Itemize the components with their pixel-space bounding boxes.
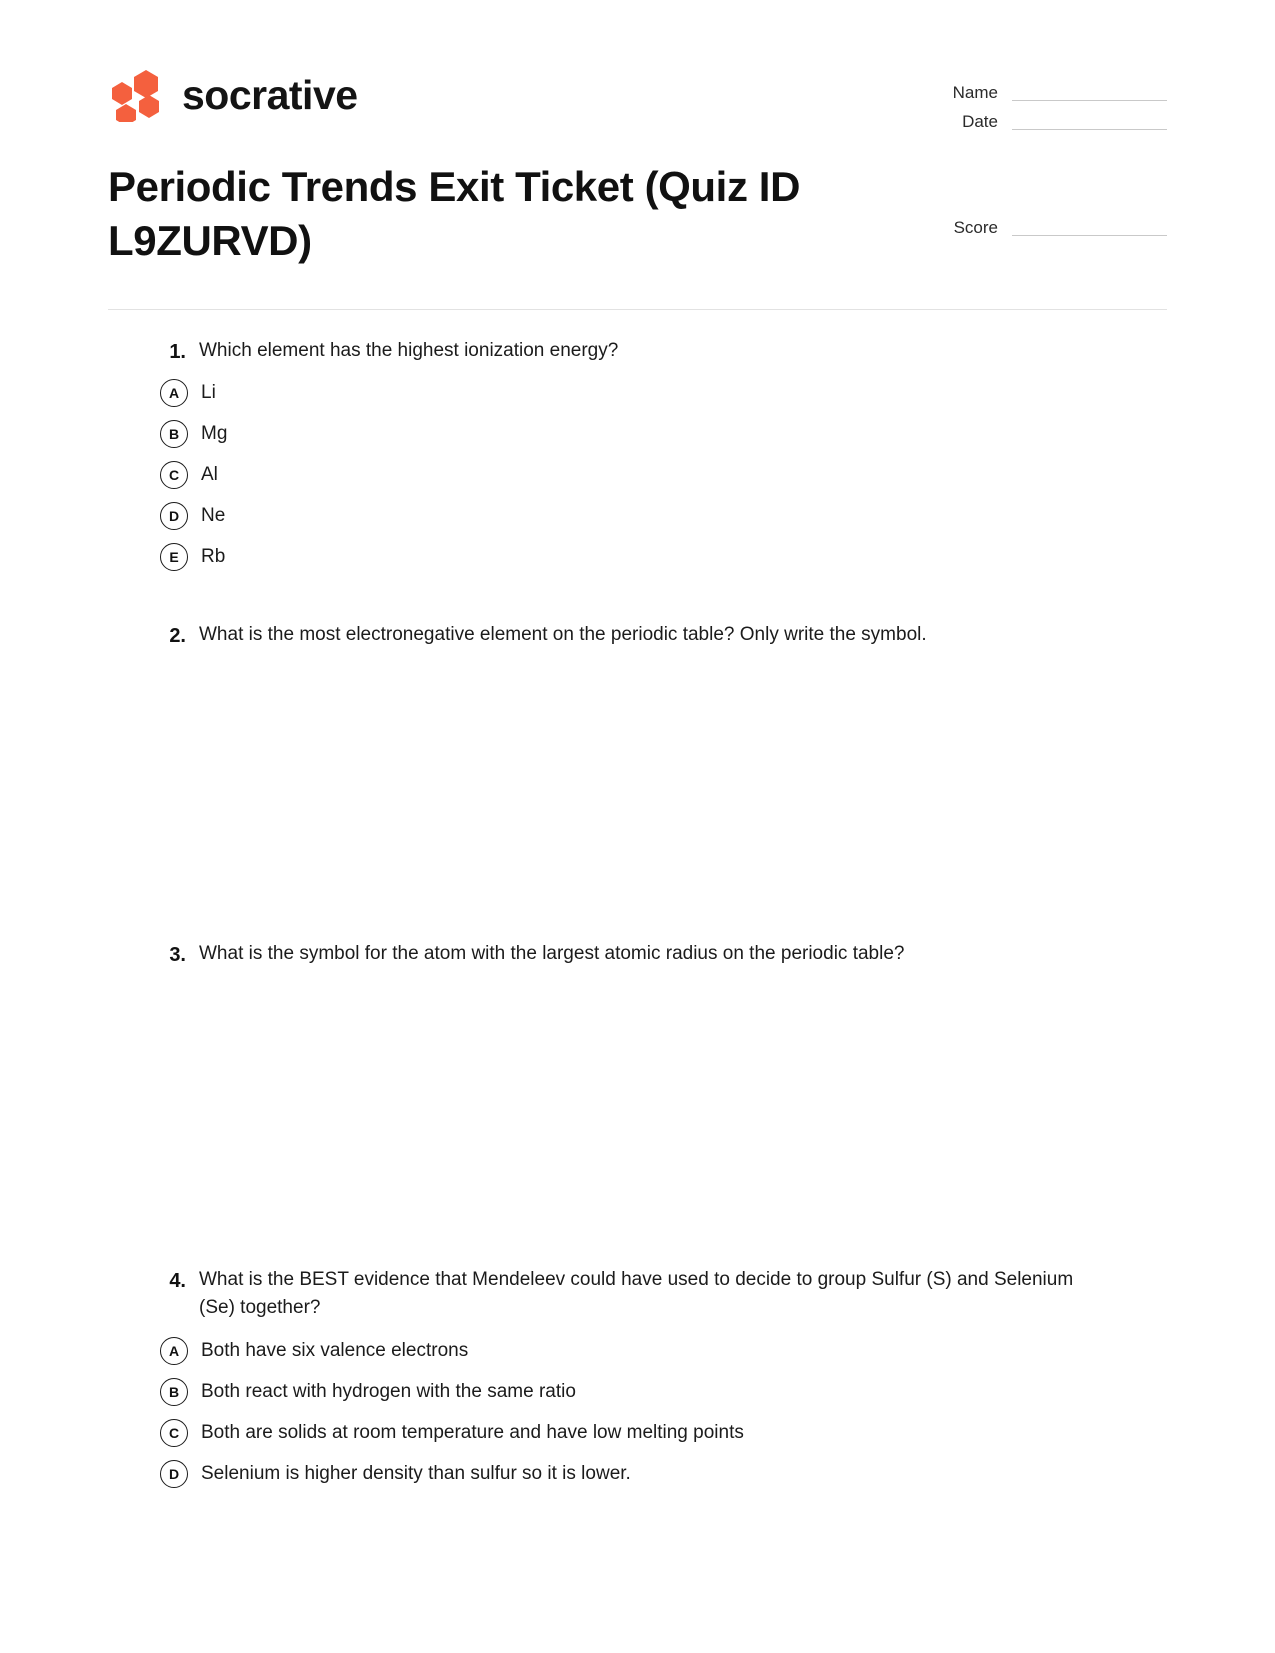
date-input-line[interactable] [1012,108,1167,130]
option-label: Both react with hydrogen with the same ratio [201,1380,576,1402]
answer-option[interactable] [108,1372,1167,1413]
question-number: 4. [169,1269,186,1292]
name-label: Name [952,83,998,102]
socrative-logo [108,68,358,122]
option-bubble-icon[interactable]: B [160,1378,188,1406]
date-field-row [931,101,1167,130]
option-bubble-icon[interactable]: A [160,1337,188,1365]
option-bubble-icon[interactable]: E [160,543,188,571]
question-heading [108,337,1167,367]
answer-options [108,373,1167,578]
question-text: Which element has the highest ionization energy? [199,339,619,361]
name-input-line[interactable] [1012,79,1167,101]
answer-option[interactable] [108,1454,1167,1495]
answer-option[interactable] [108,455,1167,496]
option-bubble-icon[interactable]: C [160,461,188,489]
question-heading [108,940,1167,970]
option-label: Li [201,381,216,403]
answer-option[interactable] [108,373,1167,414]
question-item [108,621,1167,940]
question-heading [108,621,1167,651]
score-input-line[interactable] [1012,214,1167,236]
question-text: What is the symbol for the atom with the largest atomic radius on the periodic table? [199,942,905,964]
free-response-answer-area[interactable] [108,970,1167,1266]
option-bubble-icon[interactable]: B [160,420,188,448]
questions-list [0,337,1275,1495]
question-number: 3. [169,943,186,966]
date-label: Date [962,112,998,131]
option-label: Mg [201,422,228,444]
question-item [108,940,1167,1266]
score-field-row [931,207,1167,236]
option-bubble-icon[interactable]: D [160,502,188,530]
option-bubble-icon[interactable]: C [160,1419,188,1447]
question-number: 1. [169,340,186,363]
option-label: Both are solids at room temperature and have low melting points [201,1421,744,1443]
question-item [108,1266,1167,1495]
option-bubble-icon[interactable]: A [160,379,188,407]
option-label: Al [201,463,218,485]
student-info-fields [931,72,1167,130]
option-label: Ne [201,504,226,526]
answer-options [108,1331,1167,1495]
title-area [0,130,1275,268]
socrative-wordmark: socrative [182,71,358,118]
name-field-row [931,72,1167,101]
option-bubble-icon[interactable]: D [160,1460,188,1488]
page-title: Periodic Trends Exit Ticket (Quiz ID L9ZURVD) [108,163,801,264]
question-text: What is the most electronegative element on the periodic table? Only write the symbol. [199,623,927,645]
header-divider [108,309,1167,310]
score-label: Score [953,218,998,237]
answer-option[interactable] [108,414,1167,455]
question-text: What is the BEST evidence that Mendeleev could have used to decide to group Sulfur (S) and Selenium (Se) together? [199,1268,1074,1318]
answer-option[interactable] [108,496,1167,537]
socrative-hexagon-logo-icon [108,68,164,122]
option-label: Rb [201,545,226,567]
free-response-answer-area[interactable] [108,651,1167,940]
question-item [108,337,1167,578]
page-header [0,0,1275,130]
option-label: Both have six valence electrons [201,1339,469,1361]
option-label: Selenium is higher density than sulfur so it is lower. [201,1462,631,1484]
answer-option[interactable] [108,1331,1167,1372]
score-field [931,207,1167,236]
question-number: 2. [169,624,186,647]
question-heading [108,1266,1167,1323]
answer-option[interactable] [108,537,1167,578]
answer-option[interactable] [108,1413,1167,1454]
